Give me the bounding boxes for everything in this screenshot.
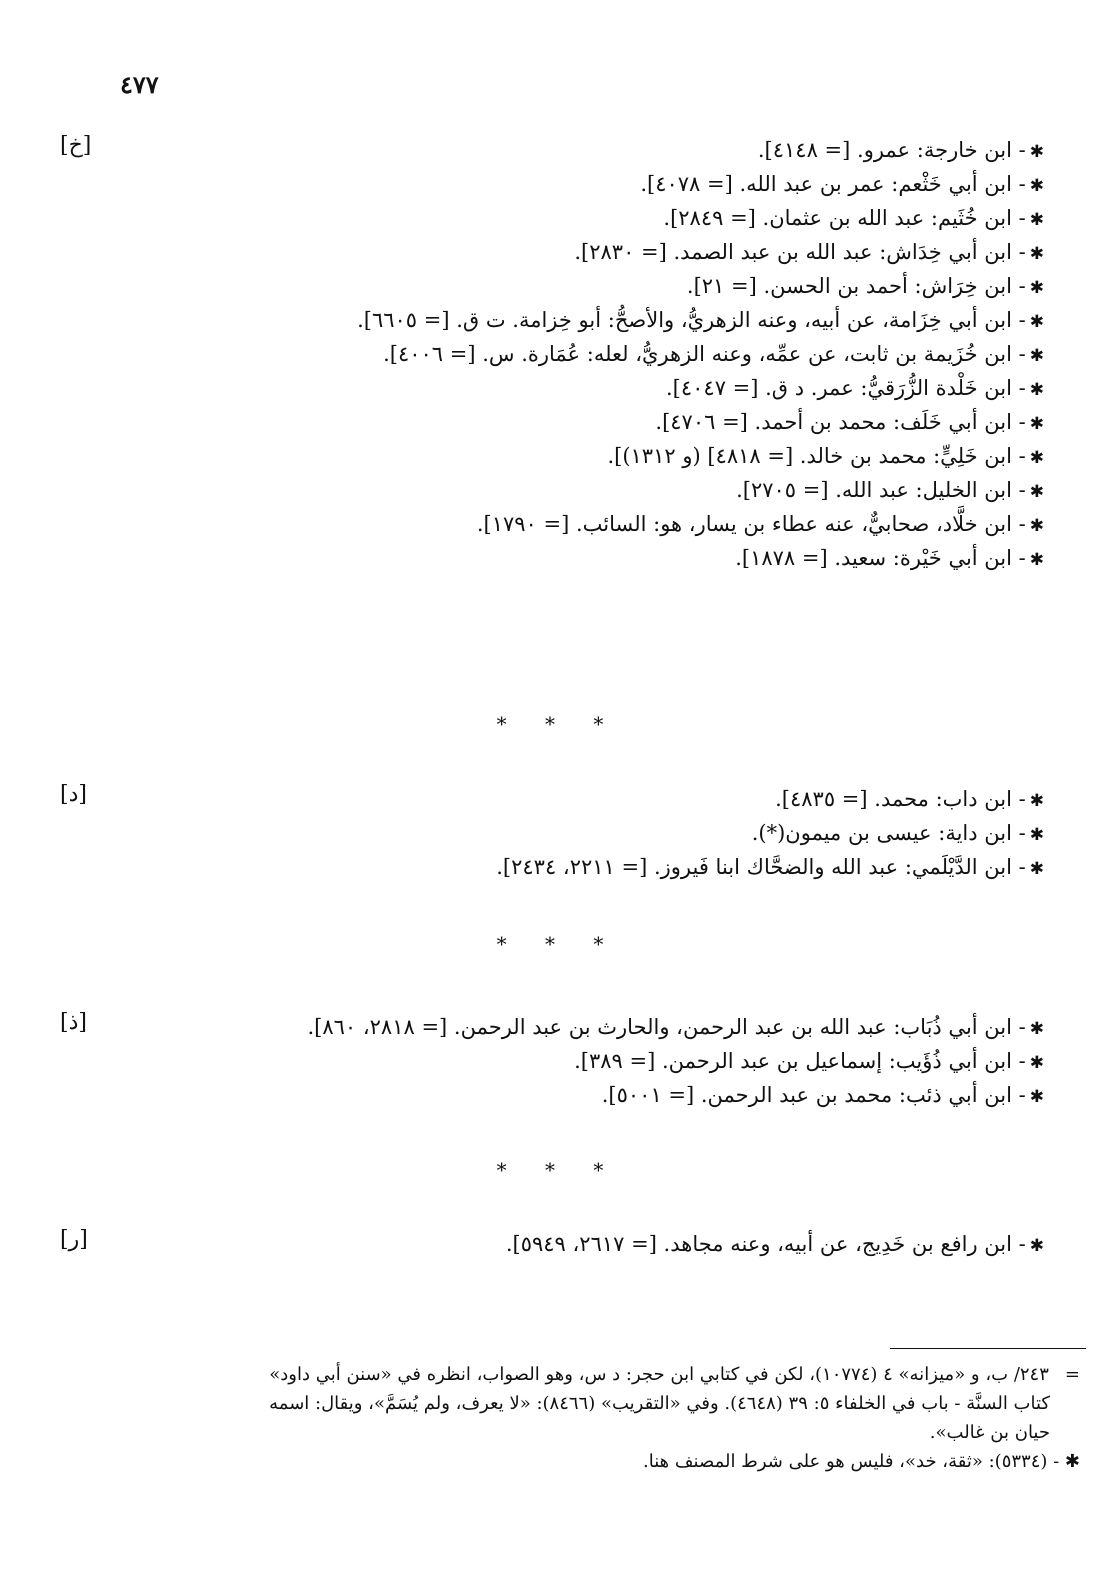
page-number: ٤٧٧ <box>120 70 159 99</box>
asterisk-icon: ✱ <box>1029 1236 1044 1256</box>
asterisk-icon: ✱ <box>1029 825 1044 845</box>
entry-list <box>140 1010 1044 1112</box>
section-kha <box>60 133 1056 575</box>
list-item: ✱- ابن خُثَيم: عبد الله بن عثمان. [= ٢٨٤٩]. <box>663 206 1044 230</box>
starred-footnote: ✱ - (٥٣٣٤): «ثقة، خد»، فليس هو على شرط المصنف هنا. <box>643 1451 1080 1472</box>
list-item: ✱- ابن خُزَيمة بن ثابت، عن عمِّه، وعنه الزهريُّ، لعله: عُمَارة. س. [= ٤٠٠٦]. <box>383 342 1044 366</box>
list-item: ✱- ابن أبي ذئب: محمد بن عبد الرحمن. [= ٥٠٠١]. <box>601 1083 1044 1107</box>
section-letter: [د] <box>60 782 87 807</box>
list-item: ✱- ابن الدَّيْلَمي: عبد الله والضحَّاك ابنا فَيروز. [= ٢٢١١، ٢٤٣٤]. <box>496 855 1044 879</box>
entry-list <box>140 1227 1044 1261</box>
asterisk-icon: ✱ <box>1029 312 1044 332</box>
section-dal <box>60 782 1056 884</box>
footnote-divider <box>890 1348 1086 1349</box>
asterisk-icon: ✱ <box>1029 516 1044 536</box>
entry-list <box>140 782 1044 884</box>
list-item: ✱- ابن الخليل: عبد الله. [= ٢٧٠٥]. <box>736 478 1044 502</box>
list-item: ✱- ابن أبي خِزَامة، عن أبيه، وعنه الزهريُّ، والأصحُّ: أبو خِزامة. ت ق. [= ٦٦٠٥]. <box>357 308 1044 332</box>
list-item: ✱- ابن داية: عيسى بن ميمون(*). <box>751 821 1044 845</box>
list-item: ✱- ابن خَلِيٍّ: محمد بن خالد. [= ٤٨١٨] (و ١٣١٢)]. <box>607 444 1044 468</box>
section-letter: [ر] <box>60 1227 88 1252</box>
list-item: ✱- ابن أبي ذُبَاب: عبد الله بن عبد الرحمن، والحارث بن عبد الرحمن. [= ٢٨١٨، ٨٦٠]. <box>307 1015 1044 1039</box>
list-item: ✱- ابن خلَّاد، صحابيٌّ، عنه عطاء بن يسار، هو: السائب. [= ١٧٩٠]. <box>476 512 1044 536</box>
list-item: ✱- ابن خارجة: عمرو. [= ٤١٤٨]. <box>757 138 1044 162</box>
footnote-line: =٢٤٣/ ب، و «ميزانه» ٤ (١٠٧٧٤)، لكن في كتابي ابن حجر: د س، وهو الصواب، انظره في «سنن أبي داود» <box>269 1364 1080 1385</box>
section-dhal <box>60 1010 1056 1112</box>
list-item: ✱- ابن أبي خَثْعم: عمر بن عبد الله. [= ٤٠٧٨]. <box>640 172 1044 196</box>
asterisk-icon: ✱ <box>1029 176 1044 196</box>
list-item: ✱- ابن أبي خَلَف: محمد بن أحمد. [= ٤٧٠٦]. <box>655 410 1044 434</box>
section-letter: [ذ] <box>60 1010 87 1035</box>
section-ra <box>60 1227 1056 1261</box>
asterisk-icon: ✱ <box>1029 1053 1044 1073</box>
list-item: ✱- ابن أبي ذُؤَيب: إسماعيل بن عبد الرحمن. [= ٣٨٩]. <box>574 1049 1044 1073</box>
asterisk-icon: ✱ <box>1029 791 1044 811</box>
list-item: ✱- ابن رافع بن خَدِيج، عن أبيه، وعنه مجاهد. [= ٢٦١٧، ٥٩٤٩]. <box>505 1232 1044 1256</box>
footnote-line: حيان بن غالب». <box>929 1422 1050 1443</box>
asterisk-icon: ✱ <box>1029 380 1044 400</box>
asterisk-icon: ✱ <box>1029 210 1044 230</box>
asterisk-icon: ✱ <box>1029 859 1044 879</box>
footnote-line: كتاب السنَّة - باب في الخلفاء ٥: ٣٩ (٤٦٤٨). وفي «التقريب» (٨٤٦٦): «لا يعرف، ولم يُسَمَّ»، ويقال: اسمه <box>269 1393 1050 1414</box>
section-separator: * * * <box>496 932 620 956</box>
list-item: ✱- ابن خِرَاش: أحمد بن الحسن. [= ٢١]. <box>686 274 1044 298</box>
asterisk-icon: ✱ <box>1029 414 1044 434</box>
entry-list <box>140 133 1044 575</box>
list-item: ✱- ابن داب: محمد. [= ٤٨٣٥]. <box>775 787 1044 811</box>
asterisk-icon: ✱ <box>1029 448 1044 468</box>
asterisk-icon: ✱ <box>1029 346 1044 366</box>
section-separator: * * * <box>496 712 620 736</box>
list-item: ✱- ابن أبي خَيْرة: سعيد. [= ١٨٧٨]. <box>735 546 1044 570</box>
asterisk-icon: ✱ <box>1029 550 1044 570</box>
section-letter: [خ] <box>60 133 92 158</box>
asterisk-icon: ✱ <box>1029 1019 1044 1039</box>
continuation-mark: = <box>1064 1364 1080 1385</box>
asterisk-icon: ✱ <box>1029 244 1044 264</box>
asterisk-icon: ✱ <box>1029 278 1044 298</box>
asterisk-icon: ✱ <box>1029 482 1044 502</box>
asterisk-icon: ✱ <box>1029 1087 1044 1107</box>
asterisk-icon: ✱ <box>1029 142 1044 162</box>
footnotes <box>110 1360 1080 1476</box>
list-item: ✱- ابن أبي خِدَاش: عبد الله بن عبد الصمد. [= ٢٨٣٠]. <box>574 240 1044 264</box>
section-separator: * * * <box>496 1158 620 1182</box>
list-item: ✱- ابن خَلْدة الزُّرَقيُّ: عمر. د ق. [= ٤٠٤٧]. <box>665 376 1044 400</box>
